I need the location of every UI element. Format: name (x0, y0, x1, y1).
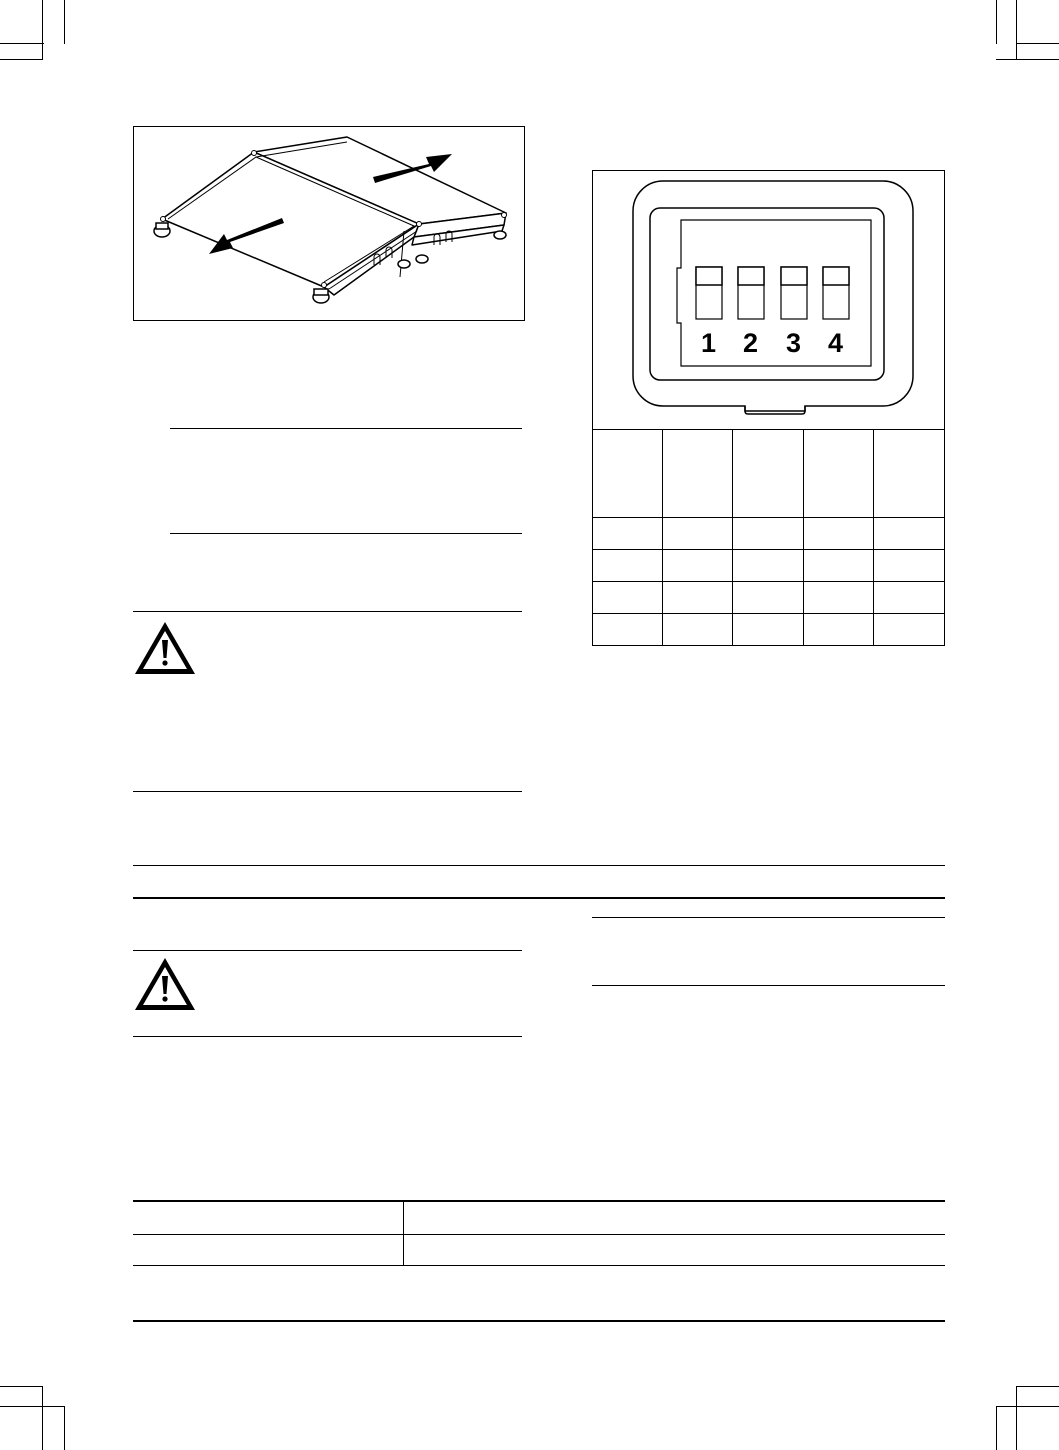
platform-illustration (134, 127, 524, 320)
dip-switch-number: 1 (701, 328, 717, 358)
table-cell (662, 518, 733, 550)
table-row (133, 1201, 945, 1234)
table-cell (662, 430, 733, 518)
dip-switch-figure (592, 170, 945, 430)
footer-rule (133, 1320, 945, 1322)
table-cell (593, 430, 663, 518)
dip-switch-number: 3 (786, 328, 802, 358)
warning-triangle-icon (133, 620, 197, 676)
warning-triangle-icon (133, 956, 197, 1012)
rule (170, 533, 522, 534)
table-cell (874, 430, 945, 518)
table-cell (803, 518, 874, 550)
table-row (593, 518, 945, 550)
table-cell (733, 430, 804, 518)
table-cell (404, 1201, 946, 1234)
table-row (593, 550, 945, 582)
dip-settings-table (592, 429, 945, 646)
table-cell (133, 1201, 404, 1234)
table-cell (874, 550, 945, 582)
table-cell (404, 1234, 946, 1265)
dip-switch-number: 2 (743, 328, 759, 358)
rule (133, 1036, 522, 1037)
bottom-table (133, 1200, 945, 1266)
table-cell (593, 582, 663, 614)
table-cell (733, 518, 804, 550)
table-cell (133, 1234, 404, 1265)
table-cell (803, 582, 874, 614)
section-rule (133, 897, 945, 899)
dip-switch-number: 4 (828, 328, 844, 358)
rule (592, 917, 945, 918)
table-cell (593, 518, 663, 550)
table-cell (803, 430, 874, 518)
rule (133, 611, 522, 612)
rule (592, 985, 945, 986)
table-cell (874, 518, 945, 550)
section-rule (133, 865, 945, 866)
table-cell (662, 550, 733, 582)
table-cell (803, 614, 874, 646)
table-cell (593, 614, 663, 646)
table-row (593, 614, 945, 646)
table-cell (593, 550, 663, 582)
rule (133, 950, 522, 951)
table-cell (662, 614, 733, 646)
table-row (593, 582, 945, 614)
rule (170, 428, 522, 429)
table-cell (733, 582, 804, 614)
rule (133, 791, 522, 792)
dip-switch-illustration (593, 171, 944, 429)
table-row (133, 1234, 945, 1265)
table-cell (874, 582, 945, 614)
table-cell (662, 582, 733, 614)
platform-figure (133, 126, 525, 321)
table-header-row (593, 430, 945, 518)
table-cell (803, 550, 874, 582)
table-cell (733, 614, 804, 646)
table-cell (874, 614, 945, 646)
table-cell (733, 550, 804, 582)
